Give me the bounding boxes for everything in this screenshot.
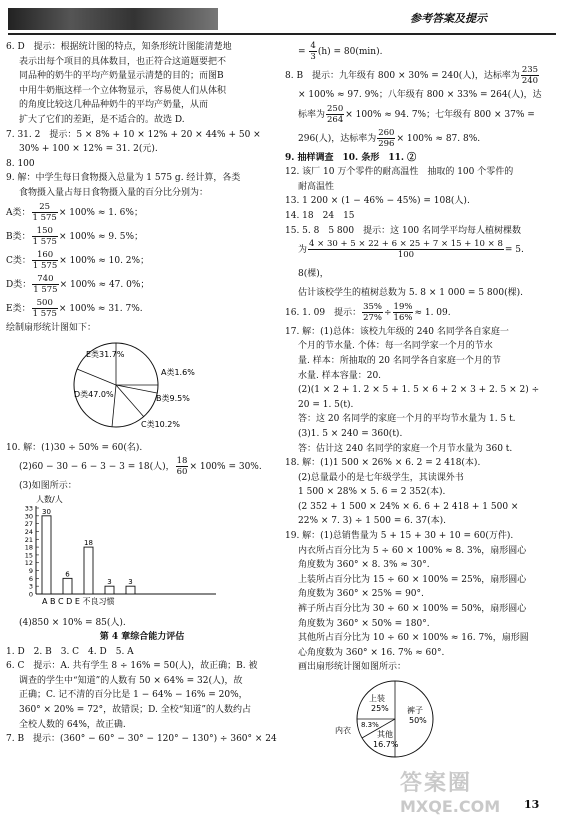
answer-13: 13. 1 200 × (1 − 46% − 45%) = 108(人). xyxy=(285,196,470,207)
pie-label-a: A类1.6% xyxy=(161,368,195,378)
pie2-pct-kuzi: 50% xyxy=(409,716,427,725)
bar-B xyxy=(63,578,72,594)
y-tick-label: 24 xyxy=(24,527,33,536)
answers-9-11: 9. 抽样调查 10. 条形 11. ② xyxy=(285,152,417,163)
bar-value-label: 6 xyxy=(65,570,70,579)
pie2-label-qita: 其他 xyxy=(377,730,393,739)
bar-value-label: 3 xyxy=(107,578,112,587)
bar-value-label: 3 xyxy=(128,578,133,587)
bar-A xyxy=(42,516,51,594)
y-tick-label: 30 xyxy=(24,512,33,521)
fraction-line: E类： $\frac{500}{1 575}$ × 100% ≈ 31. 7%. xyxy=(6,297,143,319)
pie-chart-sales xyxy=(285,675,485,761)
answer-12: 12. 该厂 10 万个零件的耐高温性 抽取的 100 个零件的 耐高温性 xyxy=(285,167,514,192)
bar-value-label: 18 xyxy=(84,538,93,547)
y-tick-label: 18 xyxy=(24,543,33,552)
answer-6: 6. D 提示：根据统计图的特点，知条形统计图能清楚地 表示出每个项目的具体数目，也正符合这道题要把不 同品种的奶牛的平均产奶量显示清楚的目的；而图B 中用牛奶瓶这样一个立体物显示，容易使人们从体积 的角度比较这几种品种奶牛的平均产奶量，从而 扩大了它们的差距，是不适合的。故选 D. xyxy=(6,42,232,125)
answer-15: 15. 5. 8 5 800 提示：这 100 名同学平均每人植树棵数 为 $\frac{4 \times 30 + 5 \times 22 + 6 \times 25 + 7 \times 15 + 10 \times 8}{100}$ = 5. 8(棵)， 估计该校学生的植树总数为 5. 8 × 1 000 = 5 800(棵). xyxy=(285,225,524,299)
bar-value-label: 30 xyxy=(42,507,51,516)
y-tick-label: 33 xyxy=(24,504,33,513)
y-tick-label: 6 xyxy=(28,574,33,583)
answer-16: 16. 1. 09 提示： $\frac{35\%}{27\%}$ ÷ $\frac{19\%}{16\%}$ ≈ 1. 09. xyxy=(285,301,451,323)
y-tick-label: 0 xyxy=(28,590,33,599)
answer-8b: 8. B 提示：九年级有 800 × 30% = 240(人)，达标率为 $\frac{235}{240}$ × 100% ≈ 97. 9%；八年级有 800 × 33% = 264(人)，达 标率为 $\frac{250}{264}$ × 100% ≈ 94. 7%；七年级有 800 × 37% = 296(人)，达标率为 $\frac{260}{296}$ × 100% ≈ 87. 8%. xyxy=(285,65,542,149)
pie-label-b: B类9.5% xyxy=(156,394,190,404)
bar-D xyxy=(105,586,114,594)
header-banner-image xyxy=(8,8,218,30)
answer-7: 7. 31. 2 提示：5 × 8% + 10 × 12% + 20 × 44% + 50 × 30% + 100 × 12% = 31. 2(元). xyxy=(6,129,261,155)
answer-9: 9. 解：中学生每日食物摄入总量为 1 575 g. 经计算，各类 食物摄入量占每日食物摄入量的百分比分别为： A类： $\frac{25}{1 575}$ × 100% ≈ 1. 6%； B类： $\frac{150}{1 575}$ × 100% ≈ 9. 5%； C类： $\frac{160}{1 575}$ × 100% ≈ 10. 2%； D类： $\frac{740}{1 575}$ × 100% ≈ 47. 0%； E类： $\frac{500}{1 575}$ × 100% ≈ 31. 7%. 绘制扇形统计图如下： E类31.7% A类1.6% B类9.5% C类10.2% D类47.0% xyxy=(6,171,278,440)
bar-chart-habits xyxy=(6,494,226,610)
y-tick-label: 3 xyxy=(28,582,33,591)
fraction-line: A类： $\frac{25}{1 575}$ × 100% ≈ 1. 6%； xyxy=(6,201,143,223)
bar-C xyxy=(84,547,93,594)
pie2-label-kuzi: 裤子 xyxy=(407,706,423,715)
y-tick-label: 27 xyxy=(24,520,33,529)
answer-19: 19. 解：(1)总销售量为 5 + 15 + 30 + 10 = 60(万件). 内衣所占百分比为 5 ÷ 60 × 100% ≈ 8. 3%，扇形圆心 角度数为 360° × 8. 3% ≈ 30°. 上装所占百分比为 15 ÷ 60 × 100% = 25%，扇形圆心 角度数为 360° × 25% = 90°. 裤子所占百分比为 30 ÷ 60 × 100% = 50%，扇形圆心 角度数为 360° × 50% = 180°. 其他所占百分比为 10 ÷ 60 × 100% ≈ 16. 7%，扇形圆 心角度数为 360° × 16. 7% ≈ 60°. 画出扇形统计图如图所示： 上装 25% 裤子 50% 内衣 8.3% 其他 16.7% xyxy=(285,529,557,767)
pie2-pct-neiyi: 8.3% xyxy=(361,721,379,729)
y-tick-label: 15 xyxy=(24,551,33,560)
answer-7b: 7. B 提示：(360° − 60° − 30° − 120° − 130°) ÷ 360° × 24 xyxy=(6,734,277,745)
watermark-logo: 答案圈 MXQE.COM xyxy=(400,771,501,816)
pie-chart-food xyxy=(6,335,266,435)
fraction-line: C类： $\frac{160}{1 575}$ × 100% ≈ 10. 2%； xyxy=(6,249,150,271)
pie-label-d: D类47.0% xyxy=(74,390,114,400)
pie-label-e: E类31.7% xyxy=(86,350,125,360)
bar-E xyxy=(126,586,135,594)
section-title: 第 4 章综合能力评估 xyxy=(99,632,185,643)
answer-7-continued: = $\frac{4}{3}$ (h) = 80(min). xyxy=(298,41,383,62)
answer-18: 18. 解：(1)1 500 × 26% × 6. 2 = 2 418(本). (2)总量最小的是七年级学生，其读课外书 1 500 × 28% × 5. 6 = 2 352(本). (2 352 + 1 500 × 24% × 6. 6 + 2 418 + 1 500 × 22% × 7. 3) ÷ 1 500 = 6. 37(本). xyxy=(285,458,519,527)
answer-6b: 6. C 提示：A. 共有学生 8 ÷ 16% = 50(人)，故正确；B. 被 调查的学生中“知道”的人数有 50 × 64% = 32(人)，故 正确；C. 记不清的百分比是 1 − 64% − 16% = 20%， 360° × 20% = 72°，故错误；D. 全校“知道”的人数约占 全校人数的 64%，故正确. xyxy=(6,661,258,730)
fraction-line: D类： $\frac{740}{1 575}$ × 100% ≈ 47. 0%； xyxy=(6,273,150,295)
bar-xlabels: A B C D E 不良习惯 xyxy=(42,596,115,606)
left-column xyxy=(6,40,278,747)
page-number: 13 xyxy=(524,798,540,811)
pie2-pct-shangzhuang: 25% xyxy=(371,704,389,713)
answer-10: 10. 解：(1)30 ÷ 50% = 60(名). (2)60 − 30 − 6 − 3 − 3 = 18(人)， $\frac{18}{60}$ × 100% = 30%. (3)如图所示： 人数/人 33 30 27 24 21 18 15 12 9 6 3 0 30 6 18 3 3 A B C D E 不良习惯 (4)850 × 10% = 85(人). xyxy=(6,442,262,628)
fraction-line: B类： $\frac{150}{1 575}$ × 100% ≈ 9. 5%； xyxy=(6,225,144,247)
pie2-label-shangzhuang: 上装 xyxy=(369,694,385,703)
pie2-pct-qita: 16.7% xyxy=(373,740,399,749)
answer-8: 8. 100 xyxy=(6,158,35,169)
y-tick-label: 21 xyxy=(24,535,33,544)
fraction-list xyxy=(6,201,278,321)
header-title: 参考答案及提示 xyxy=(410,12,487,25)
pie2-label-neiyi: 内衣 xyxy=(335,726,351,735)
answer-14: 14. 18 24 15 xyxy=(285,210,355,221)
bar-ylabel: 人数/人 xyxy=(36,494,63,504)
multiple-choice-answers: 1. D 2. B 3. C 4. D 5. A xyxy=(6,646,134,657)
header-rule xyxy=(8,33,556,35)
y-tick-label: 12 xyxy=(24,559,33,568)
pie-label-c: C类10.2% xyxy=(141,420,180,430)
answer-17: 17. 解：(1)总体：该校九年级的 240 名同学各自家庭一 个月的节水量. 个体：每一名同学家一个月的节水 量. 样本：所抽取的 20 名同学各自家庭一个月的节 水量. 样本容量：20. (2)(1 × 2 + 1. 2 × 5 + 1. 5 × 6 + 2 × 3 + 2. 5 × 2) ÷ 20 = 1. 5(t). 答：这 20 名同学的家庭一个月的平均节水量为 1. 5 t. (3)1. 5 × 240 = 360(t). 答：估计这 240 名同学的家庭一个月节水量为 360 t. xyxy=(285,326,540,454)
y-tick-label: 9 xyxy=(28,566,33,575)
right-column xyxy=(285,40,557,767)
